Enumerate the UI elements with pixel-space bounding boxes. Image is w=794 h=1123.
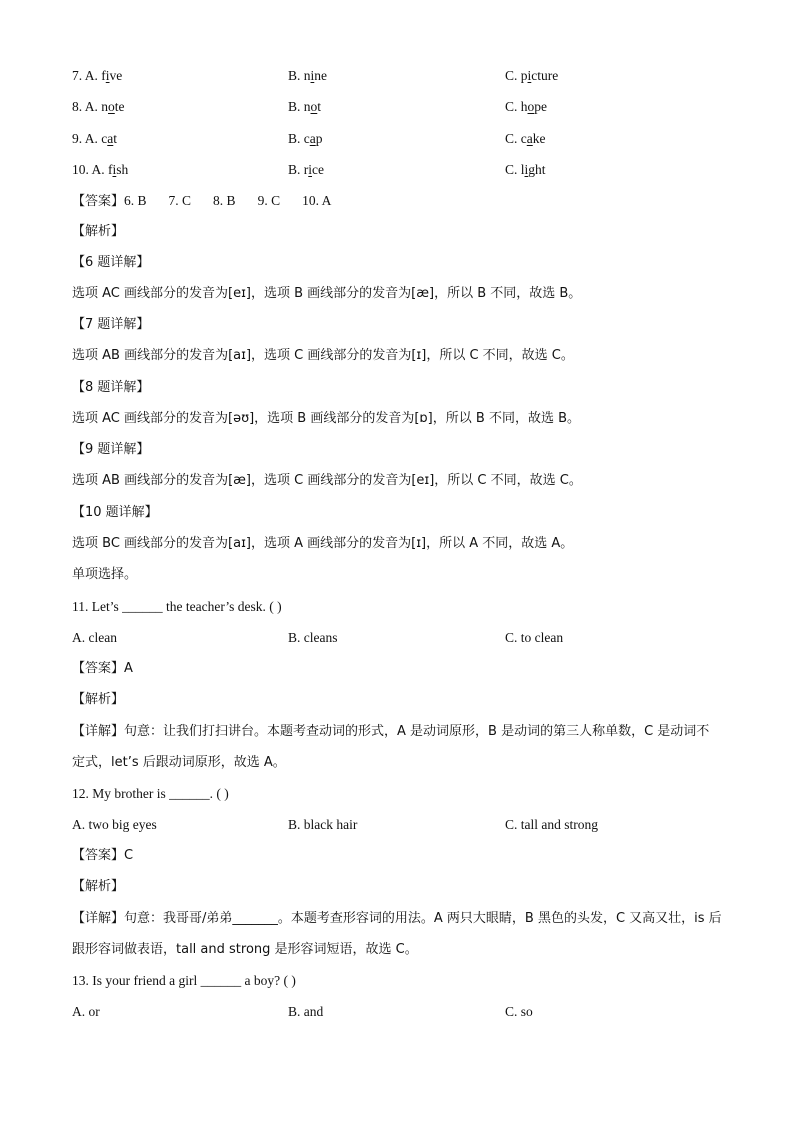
- analysis-heading: 【解析】: [72, 224, 125, 239]
- q11-answer: 【答案】A: [72, 661, 133, 676]
- q13-option-b: B. and: [288, 1004, 324, 1019]
- q13-option-a: A. or: [72, 1004, 100, 1019]
- question-12-options: [72, 815, 752, 835]
- q11-option-c: C. to clean: [505, 630, 564, 645]
- detail-8-title: 【8 题详解】: [72, 380, 150, 395]
- q9-option-a: 9. A. cat: [72, 131, 118, 146]
- detail-10-title: 【10 题详解】: [72, 505, 158, 520]
- question-11-options: [72, 628, 752, 648]
- q9-option-b: B. cap: [288, 131, 323, 146]
- answer-item: 9. C: [257, 193, 281, 208]
- q13-option-c: C. so: [505, 1004, 533, 1019]
- question-12-stem: 12. My brother is ______. ( ): [72, 786, 229, 801]
- answer-item: 10. A: [302, 193, 332, 208]
- q12-analysis: 【解析】: [72, 879, 125, 894]
- detail-8-text: 选项 AC 画线部分的发音为[əʊ]，选项 B 画线部分的发音为[ɒ]，所以 B 不同，故选 B。: [72, 411, 580, 426]
- q10-option-a: 10. A. fish: [72, 162, 129, 177]
- q11-detail: 【详解】句意：让我们打扫讲台。本题考查动词的形式，A 是动词原形，B 是动词的第三人称单数，C 是动词不定式，let’s 后跟动词原形，故选 A。: [72, 724, 710, 770]
- answers-6-10: [72, 191, 353, 211]
- detail-7-text: 选项 AB 画线部分的发音为[aɪ]，选项 C 画线部分的发音为[ɪ]，所以 C 不同，故选 C。: [72, 348, 574, 363]
- detail-9-text: 选项 AB 画线部分的发音为[æ]，选项 C 画线部分的发音为[eɪ]，所以 C 不同，故选 C。: [72, 473, 582, 488]
- q8-option-a: 8. A. note: [72, 99, 125, 114]
- detail-9-title: 【9 题详解】: [72, 442, 150, 457]
- answer-item: 7. C: [168, 193, 192, 208]
- question-13-stem: 13. Is your friend a girl ______ a boy? ( ): [72, 973, 296, 988]
- answer-label: 【答案】: [72, 194, 125, 209]
- answer-item: 8. B: [213, 193, 236, 208]
- q11-option-b: B. cleans: [288, 630, 338, 645]
- q12-option-c: C. tall and strong: [505, 817, 598, 832]
- q12-answer: 【答案】C: [72, 848, 134, 863]
- q12-option-a: A. two big eyes: [72, 817, 157, 832]
- question-13-options: [72, 1002, 752, 1022]
- q7-option-a: 7. A. five: [72, 68, 123, 83]
- detail-6-text: 选项 AC 画线部分的发音为[eɪ]，选项 B 画线部分的发音为[æ]，所以 B 不同，故选 B。: [72, 286, 582, 301]
- q7-option-c: C. picture: [505, 68, 559, 83]
- q12-option-b: B. black hair: [288, 817, 358, 832]
- question-9-options: [72, 129, 752, 149]
- q11-analysis: 【解析】: [72, 692, 125, 707]
- question-11-stem: 11. Let’s ______ the teacher’s desk. ( ): [72, 599, 282, 614]
- question-8-options: [72, 97, 752, 117]
- detail-6-title: 【6 题详解】: [72, 255, 150, 270]
- q12-detail: 【详解】句意：我哥哥/弟弟_______。本题考查形容词的用法。A 两只大眼睛，B 黑色的头发，C 又高又壮，is 后跟形容词做表语，tall and strong 是形容词短语，故选 C。: [72, 911, 722, 957]
- answer-item: 6. B: [124, 193, 147, 208]
- q9-option-c: C. cake: [505, 131, 546, 146]
- q10-option-b: B. rice: [288, 162, 324, 177]
- detail-10-text: 选项 BC 画线部分的发音为[aɪ]，选项 A 画线部分的发音为[ɪ]，所以 A 不同，故选 A。: [72, 536, 574, 551]
- q10-option-c: C. light: [505, 162, 546, 177]
- q7-option-b: B. nine: [288, 68, 328, 83]
- q8-option-b: B. not: [288, 99, 322, 114]
- detail-7-title: 【7 题详解】: [72, 317, 150, 332]
- section-title: 单项选择。: [72, 567, 138, 582]
- question-7-options: [72, 66, 752, 86]
- q8-option-c: C. hope: [505, 99, 548, 114]
- q11-option-a: A. clean: [72, 630, 117, 645]
- question-10-options: [72, 160, 752, 180]
